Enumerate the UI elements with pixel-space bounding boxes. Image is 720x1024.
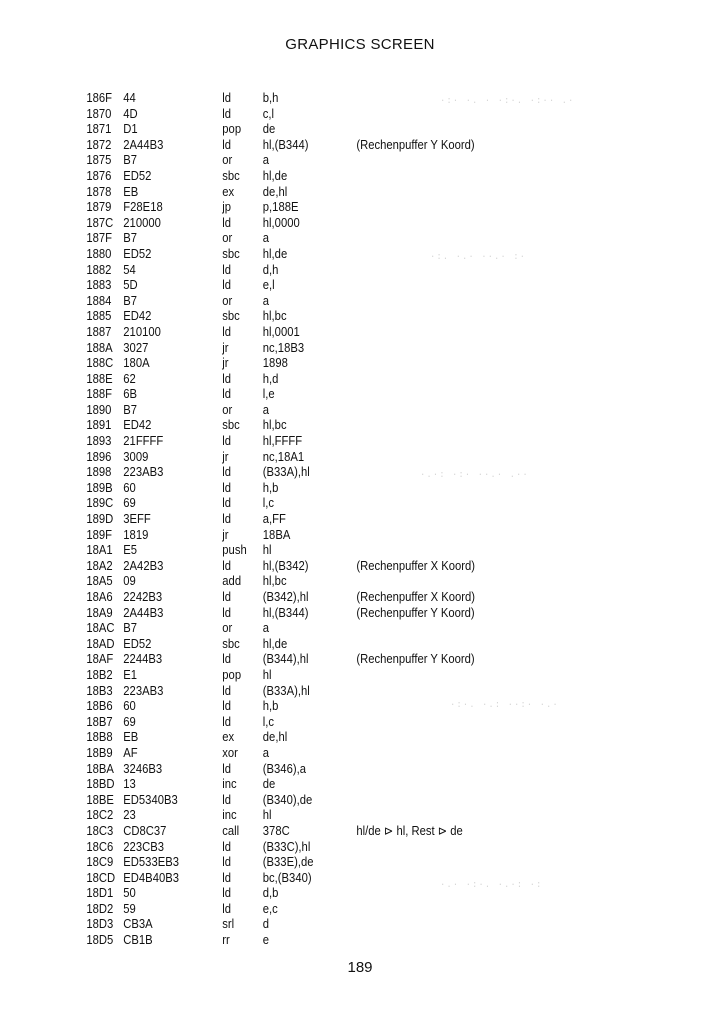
listing-row: [0, 777, 648, 793]
mnemonic: or: [222, 621, 233, 636]
address: 1883: [86, 278, 112, 293]
address: 188F: [86, 387, 113, 402]
mnemonic: srl: [222, 917, 235, 932]
opcode-bytes: 13: [123, 777, 136, 792]
mnemonic: ld: [222, 512, 232, 527]
mnemonic: pop: [222, 667, 242, 682]
listing-row: [0, 372, 648, 388]
mnemonic: ld: [222, 278, 232, 293]
opcode-bytes: B7: [123, 402, 138, 417]
listing-row: [0, 138, 648, 154]
opcode-bytes: 60: [123, 699, 136, 714]
address: 1875: [86, 153, 112, 168]
opcode-bytes: 59: [123, 901, 136, 916]
mnemonic: or: [222, 293, 233, 308]
address: 18A9: [86, 605, 113, 620]
operand: hl,bc: [262, 309, 287, 324]
listing-row: [0, 871, 648, 887]
opcode-bytes: 69: [123, 496, 136, 511]
opcode-bytes: 2A44B3: [123, 605, 164, 620]
address: 18D3: [86, 917, 114, 932]
opcode-bytes: ED533EB3: [123, 855, 179, 870]
opcode-bytes: 6B: [123, 387, 138, 402]
address: 187C: [86, 215, 114, 230]
mnemonic: ld: [222, 215, 232, 230]
address: 188C: [86, 356, 114, 371]
operand: (B342),hl: [262, 590, 309, 604]
listing-row: [0, 574, 648, 590]
listing-row: [0, 341, 648, 357]
opcode-bytes: 223CB3: [123, 839, 164, 854]
listing-row: [0, 403, 648, 419]
opcode-bytes: 3027: [123, 340, 149, 355]
opcode-bytes: 180A: [123, 356, 150, 371]
operand: hl,(B344): [262, 605, 309, 620]
opcode-bytes: 4D: [123, 106, 138, 121]
page-title: GRAPHICS SCREEN: [285, 36, 435, 53]
address: 186F: [86, 91, 113, 105]
address: 18A1: [86, 543, 113, 558]
mnemonic: ld: [222, 480, 232, 495]
operand: 18BA: [262, 527, 291, 542]
operand: hl,de: [262, 636, 288, 651]
opcode-bytes: 5D: [123, 278, 138, 293]
operand: a: [262, 745, 270, 760]
address: 18C6: [86, 839, 114, 854]
operand: a: [262, 293, 270, 308]
listing-row: [0, 855, 648, 871]
opcode-bytes: 3009: [123, 449, 149, 464]
operand: hl,bc: [262, 574, 287, 589]
operand: h,b: [262, 480, 279, 495]
mnemonic: sbc: [222, 246, 240, 261]
mnemonic: ld: [222, 106, 232, 121]
opcode-bytes: 54: [123, 262, 136, 277]
operand: (B33A),hl: [262, 465, 310, 480]
comment: hl/de ⊳ hl, Rest ⊳ de: [356, 823, 463, 838]
operand: de: [262, 122, 276, 137]
address: 18CD: [86, 870, 116, 885]
operand: h,d: [262, 371, 279, 386]
mnemonic: pop: [222, 122, 242, 137]
comment: (Rechenpuffer X Koord): [356, 558, 476, 573]
address: 18BA: [86, 761, 114, 776]
address: 18B7: [86, 714, 113, 729]
mnemonic: ld: [222, 901, 232, 916]
listing-row: [0, 309, 648, 325]
operand: e,c: [262, 901, 278, 916]
operand: (B346),a: [262, 761, 306, 776]
operand: a: [262, 153, 270, 168]
listing-row: [0, 450, 648, 466]
opcode-bytes: B7: [123, 293, 138, 308]
mnemonic: ld: [222, 558, 232, 573]
listing-row: [0, 886, 648, 902]
mnemonic: inc: [222, 808, 237, 823]
listing-row: [0, 122, 648, 138]
operand: hl: [262, 543, 272, 558]
opcode-bytes: 44: [123, 91, 136, 105]
operand: a: [262, 621, 270, 636]
mnemonic: ld: [222, 839, 232, 854]
opcode-bytes: 3EFF: [123, 512, 151, 527]
mnemonic: sbc: [222, 636, 240, 651]
mnemonic: ld: [222, 683, 232, 698]
address: 1876: [86, 168, 112, 183]
listing-row: [0, 746, 648, 762]
opcode-bytes: E5: [123, 543, 138, 558]
address: 1891: [86, 418, 112, 433]
listing-row: [0, 200, 648, 216]
listing-row: [0, 559, 648, 575]
mnemonic: ex: [222, 730, 235, 745]
opcode-bytes: CB1B: [123, 933, 153, 948]
listing-row: [0, 231, 648, 247]
address: 1893: [86, 434, 112, 449]
opcode-bytes: B7: [123, 153, 138, 168]
mnemonic: inc: [222, 777, 237, 792]
address: 18D5: [86, 933, 114, 948]
operand: de,hl: [262, 184, 288, 199]
address: 1870: [86, 106, 112, 121]
address: 1878: [86, 184, 112, 199]
operand: d,h: [262, 262, 279, 277]
mnemonic: ld: [222, 371, 232, 386]
listing-row: [0, 933, 648, 949]
operand: e,l: [262, 278, 275, 293]
listing-row: [0, 153, 648, 169]
operand: e: [262, 933, 270, 948]
address: 18D2: [86, 901, 114, 916]
opcode-bytes: B7: [123, 231, 138, 246]
address: 187F: [86, 231, 113, 246]
comment: (Rechenpuffer Y Koord): [356, 137, 475, 152]
operand: hl,(B344): [262, 137, 309, 152]
listing-row: [0, 824, 648, 840]
address: 1872: [86, 137, 112, 152]
mnemonic: jp: [222, 200, 232, 215]
address: 189C: [86, 496, 114, 511]
operand: hl,(B342): [262, 558, 309, 573]
mnemonic: or: [222, 231, 233, 246]
mnemonic: sbc: [222, 418, 240, 433]
address: 18A5: [86, 574, 113, 589]
address: 18B8: [86, 730, 113, 745]
operand: l,e: [262, 387, 275, 402]
address: 18D1: [86, 886, 114, 901]
mnemonic: jr: [222, 356, 229, 371]
assembly-listing: [0, 91, 720, 949]
mnemonic: ld: [222, 870, 232, 885]
listing-row: [0, 263, 648, 279]
show-through-noise: ·:· ·. · ·:·. ·:·· .·: [440, 96, 575, 106]
operand: hl,0000: [262, 215, 300, 230]
opcode-bytes: CD8C37: [123, 823, 167, 838]
opcode-bytes: F28E18: [123, 200, 163, 215]
operand: hl,de: [262, 246, 288, 261]
mnemonic: push: [222, 543, 247, 558]
mnemonic: rr: [222, 933, 230, 948]
operand: l,c: [262, 714, 275, 729]
operand: a: [262, 402, 270, 417]
mnemonic: ld: [222, 387, 232, 402]
mnemonic: ld: [222, 91, 232, 105]
operand: 1898: [262, 356, 288, 371]
mnemonic: jr: [222, 527, 229, 542]
mnemonic: ld: [222, 496, 232, 511]
opcode-bytes: 2A44B3: [123, 137, 164, 152]
listing-row: [0, 902, 648, 918]
opcode-bytes: 09: [123, 574, 136, 589]
listing-row: [0, 715, 648, 731]
opcode-bytes: 62: [123, 371, 136, 386]
operand: bc,(B340): [262, 870, 312, 885]
opcode-bytes: 23: [123, 808, 136, 823]
mnemonic: ld: [222, 605, 232, 620]
opcode-bytes: D1: [123, 122, 138, 137]
address: 18B9: [86, 745, 113, 760]
listing-row: [0, 247, 648, 263]
mnemonic: ld: [222, 434, 232, 449]
opcode-bytes: 210100: [123, 324, 161, 339]
mnemonic: or: [222, 153, 233, 168]
operand: (B340),de: [262, 792, 313, 807]
opcode-bytes: B7: [123, 621, 138, 636]
listing-row: [0, 808, 648, 824]
opcode-bytes: ED52: [123, 636, 152, 651]
mnemonic: call: [222, 823, 240, 838]
address: 189F: [86, 527, 113, 542]
operand: d: [262, 917, 270, 932]
mnemonic: ex: [222, 184, 235, 199]
mnemonic: sbc: [222, 168, 240, 183]
mnemonic: xor: [222, 745, 238, 760]
operand: l,c: [262, 496, 275, 511]
listing-row: [0, 730, 648, 746]
mnemonic: ld: [222, 465, 232, 480]
mnemonic: jr: [222, 340, 229, 355]
operand: (B344),hl: [262, 652, 309, 667]
address: 18AC: [86, 621, 115, 636]
operand: 378C: [262, 823, 290, 838]
address: 18B6: [86, 699, 113, 714]
address: 1880: [86, 246, 112, 261]
comment: (Rechenpuffer Y Koord): [356, 652, 475, 667]
address: 1871: [86, 122, 112, 137]
mnemonic: ld: [222, 792, 232, 807]
opcode-bytes: 69: [123, 714, 136, 729]
opcode-bytes: 2244B3: [123, 652, 163, 667]
address: 1885: [86, 309, 112, 324]
operand: hl,0001: [262, 324, 300, 339]
address: 18A2: [86, 558, 113, 573]
address: 188A: [86, 340, 113, 355]
address: 1879: [86, 200, 112, 215]
address: 18BE: [86, 792, 114, 807]
listing-row: [0, 917, 648, 933]
mnemonic: ld: [222, 761, 232, 776]
listing-row: [0, 91, 648, 107]
operand: de: [262, 777, 276, 792]
listing-row: [0, 418, 648, 434]
mnemonic: ld: [222, 324, 232, 339]
operand: (B33C),hl: [262, 839, 311, 854]
address: 18C9: [86, 855, 114, 870]
opcode-bytes: CB3A: [123, 917, 153, 932]
mnemonic: sbc: [222, 309, 240, 324]
opcode-bytes: ED4B40B3: [123, 870, 179, 885]
mnemonic: jr: [222, 449, 229, 464]
listing-row: [0, 107, 648, 123]
operand: nc,18A1: [262, 449, 305, 464]
listing-row: [0, 278, 648, 294]
listing-row: [0, 528, 648, 544]
mnemonic: or: [222, 402, 233, 417]
mnemonic: ld: [222, 699, 232, 714]
show-through-noise: ·:. ·.· ··.· :·: [430, 252, 527, 262]
address: 1896: [86, 449, 112, 464]
opcode-bytes: EB: [123, 730, 139, 745]
listing-row: [0, 169, 648, 185]
listing-row: [0, 652, 648, 668]
address: 1898: [86, 465, 112, 480]
listing-row: [0, 185, 648, 201]
address: 189D: [86, 512, 114, 527]
address: 18B3: [86, 683, 113, 698]
operand: p,188E: [262, 200, 299, 215]
operand: hl: [262, 808, 272, 823]
listing-row: [0, 840, 648, 856]
address: 188E: [86, 371, 113, 386]
show-through-noise: ·.· ·:·. ·.·: ·:: [440, 880, 543, 890]
operand: de,hl: [262, 730, 288, 745]
address: 18A6: [86, 590, 113, 604]
listing-row: [0, 668, 648, 684]
opcode-bytes: 2242B3: [123, 590, 163, 604]
opcode-bytes: ED42: [123, 418, 152, 433]
mnemonic: ld: [222, 714, 232, 729]
mnemonic: ld: [222, 886, 232, 901]
show-through-noise: ·.·: ·:· ··.· .··: [420, 470, 529, 480]
operand: d,b: [262, 886, 279, 901]
listing-row: [0, 496, 648, 512]
operand: hl,FFFF: [262, 434, 303, 449]
listing-row: [0, 481, 648, 497]
operand: b,h: [262, 91, 279, 105]
listing-row: [0, 590, 648, 606]
opcode-bytes: EB: [123, 184, 139, 199]
operand: a: [262, 231, 270, 246]
comment: (Rechenpuffer Y Koord): [356, 605, 475, 620]
listing-row: [0, 621, 648, 637]
opcode-bytes: ED42: [123, 309, 152, 324]
mnemonic: ld: [222, 262, 232, 277]
mnemonic: ld: [222, 652, 232, 667]
listing-row: [0, 684, 648, 700]
operand: hl,bc: [262, 418, 287, 433]
opcode-bytes: AF: [123, 745, 138, 760]
operand: hl,de: [262, 168, 288, 183]
address: 1882: [86, 262, 112, 277]
listing-row: [0, 294, 648, 310]
address: 1890: [86, 402, 112, 417]
address: 18BD: [86, 777, 115, 792]
address: 18B2: [86, 667, 113, 682]
opcode-bytes: ED5340B3: [123, 792, 178, 807]
opcode-bytes: 60: [123, 480, 136, 495]
opcode-bytes: 21FFFF: [123, 434, 164, 449]
operand: a,FF: [262, 512, 286, 527]
address: 18AD: [86, 636, 115, 651]
listing-row: [0, 356, 648, 372]
address: 189B: [86, 480, 113, 495]
operand: c,l: [262, 106, 275, 121]
comment: (Rechenpuffer X Koord): [356, 590, 476, 604]
opcode-bytes: ED52: [123, 246, 152, 261]
show-through-noise: ·:·. ·.: ··:· ·.·: [450, 700, 559, 710]
opcode-bytes: 223AB3: [123, 465, 164, 480]
listing-row: [0, 387, 648, 403]
operand: hl: [262, 667, 272, 682]
address: 1884: [86, 293, 112, 308]
opcode-bytes: ED52: [123, 168, 152, 183]
address: 18AF: [86, 652, 114, 667]
opcode-bytes: 2A42B3: [123, 558, 164, 573]
listing-row: [0, 543, 648, 559]
listing-row: [0, 325, 648, 341]
listing-row: [0, 762, 648, 778]
listing-row: [0, 434, 648, 450]
opcode-bytes: 1819: [123, 527, 149, 542]
address: 18C2: [86, 808, 114, 823]
opcode-bytes: 223AB3: [123, 683, 164, 698]
mnemonic: ld: [222, 590, 232, 604]
listing-row: [0, 793, 648, 809]
operand: nc,18B3: [262, 340, 305, 355]
operand: h,b: [262, 699, 279, 714]
address: 18C3: [86, 823, 114, 838]
opcode-bytes: 3246B3: [123, 761, 163, 776]
listing-row: [0, 512, 648, 528]
operand: (B33A),hl: [262, 683, 310, 698]
listing-row: [0, 699, 648, 715]
listing-row: [0, 216, 648, 232]
listing-row: [0, 465, 648, 481]
opcode-bytes: 210000: [123, 215, 161, 230]
mnemonic: ld: [222, 137, 232, 152]
page-number: 189: [347, 959, 373, 976]
listing-row: [0, 637, 648, 653]
listing-row: [0, 606, 648, 622]
mnemonic: add: [222, 574, 242, 589]
opcode-bytes: 50: [123, 886, 136, 901]
operand: (B33E),de: [262, 855, 314, 870]
mnemonic: ld: [222, 855, 232, 870]
opcode-bytes: E1: [123, 667, 138, 682]
address: 1887: [86, 324, 112, 339]
